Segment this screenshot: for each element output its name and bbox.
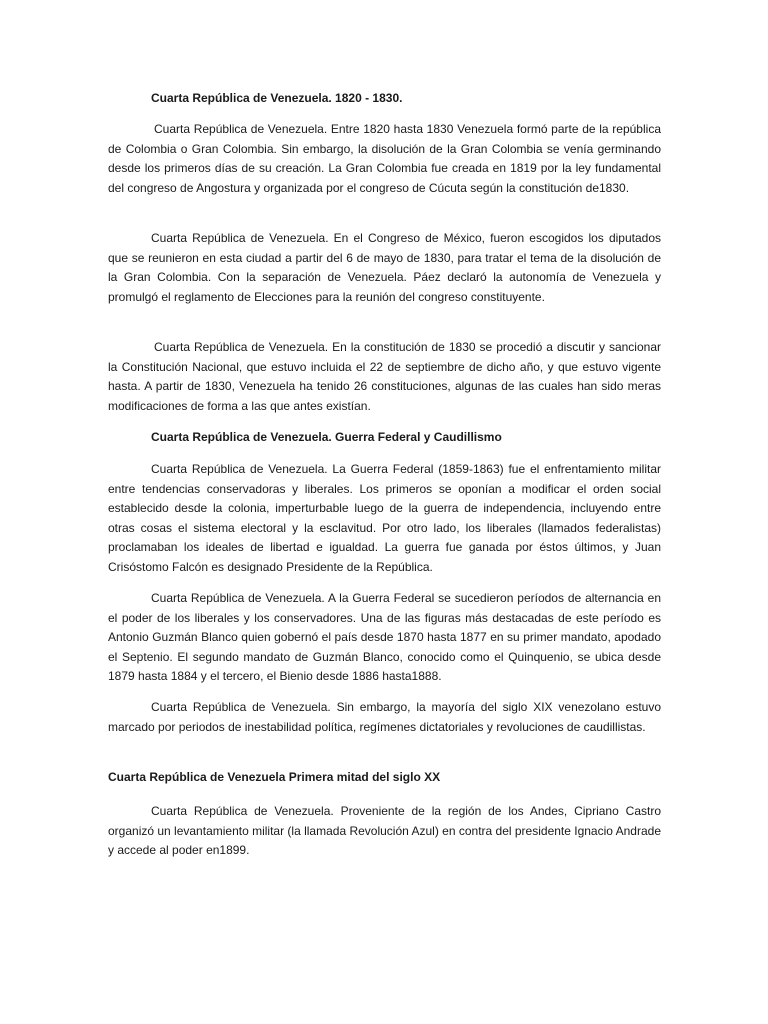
paragraph-constitucion-1830: Cuarta República de Venezuela. En la constitución de 1830 se procedió a discutir y sancionar la Constitución Nacional, que estuvo incluida el 22 de septiembre de dicho año, y que estuvo vigente hasta. A partir de 1830, Venezuela ha tenido 26 constituciones, algunas de las cuales han sido meras modificaciones de forma a las que antes existían. bbox=[108, 340, 661, 413]
section-heading-guerra-federal: Cuarta República de Venezuela. Guerra Federal y Caudillismo bbox=[151, 430, 502, 444]
paragraph-gran-colombia: Cuarta República de Venezuela. Entre 1820 hasta 1830 Venezuela formó parte de la república de Colombia o Gran Colombia. Sin embargo, la disolución de la Gran Colombia se venía germinando desde los primeros días de su creación. La Gran Colombia fue creada en 1819 por la ley fundamental del congreso de Angostura y organizada por el congreso de Cúcuta según la constitución de1830. bbox=[108, 122, 661, 195]
paragraph-guerra-federal: Cuarta República de Venezuela. La Guerra Federal (1859-1863) fue el enfrentamiento militar entre tendencias conservadoras y liberales. Los primeros se oponían a modificar el orden social establecido desde la colonia, imperturbable luego de la guerra de independencia, incluyendo entre otras cosas el sistema electoral y la esclavitud. Por otro lado, los liberales (llamados federalistas) proclamaban los ideales de libertad e igualdad. La guerra fue ganada por éstos últimos, y Juan Crisóstomo Falcón es designado Presidente de la República. bbox=[108, 462, 661, 574]
paragraph-cipriano-castro: Cuarta República de Venezuela. Proveniente de la región de los Andes, Cipriano Castro organizó un levantamiento militar (la llamada Revolución Azul) en contra del presidente Ignacio Andrade y accede al poder en1899. bbox=[108, 804, 661, 857]
section-heading-siglo-xx: Cuarta República de Venezuela Primera mitad del siglo XX bbox=[108, 770, 441, 784]
paragraph-guzman-blanco: Cuarta República de Venezuela. A la Guerra Federal se sucedieron períodos de alternancia en el poder de los liberales y los conservadores. Una de las figuras más destacadas de este período es Antonio Guzmán Blanco quien gobernó el país desde 1870 hasta 1877 en su primer mandato, apodado el Septenio. El segundo mandato de Guzmán Blanco, conocido como el Quinquenio, se ubica desde 1879 hasta 1884 y el tercero, el Bienio desde 1886 hasta1888. bbox=[108, 591, 661, 683]
paragraph-siglo-xix: Cuarta República de Venezuela. Sin embargo, la mayoría del siglo XIX venezolano estuvo marcado por periodos de inestabilidad política, regímenes dictatoriales y revoluciones de caudillistas. bbox=[108, 700, 661, 734]
paragraph-congreso-mexico: Cuarta República de Venezuela. En el Congreso de México, fueron escogidos los diputados que se reunieron en esta ciudad a partir del 6 de mayo de 1830, para tratar el tema de la disolución de la Gran Colombia. Con la separación de Venezuela. Páez declaró la autonomía de Venezuela y promulgó el reglamento de Elecciones para la reunión del congreso constituyente. bbox=[108, 231, 661, 304]
section-heading-1820-1830: Cuarta República de Venezuela. 1820 - 1830. bbox=[151, 91, 403, 105]
